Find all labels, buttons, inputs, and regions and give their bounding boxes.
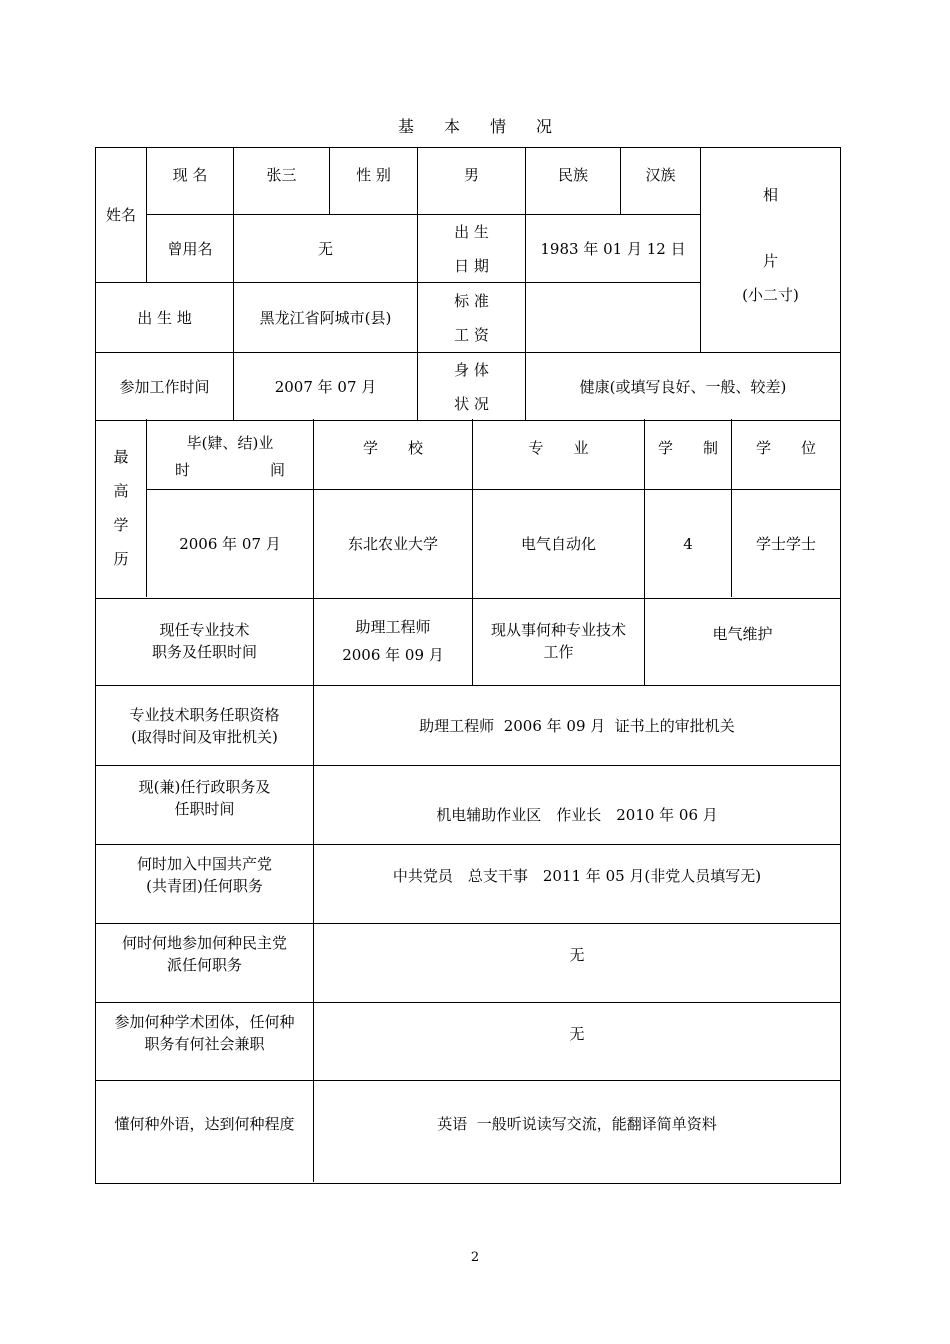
gender-value bbox=[417, 148, 525, 214]
ethnicity-label-text: 民族 bbox=[557, 166, 588, 184]
birthplace-value bbox=[233, 282, 417, 352]
major-header bbox=[472, 419, 644, 489]
title-char: 基 bbox=[397, 117, 414, 136]
current-work-label-1: 现从事何种专业技术 bbox=[490, 621, 626, 639]
major-header-text: 专 业 bbox=[528, 439, 589, 457]
birthplace-label bbox=[96, 282, 233, 352]
gender-label bbox=[329, 148, 417, 214]
current-title-value-1: 助理工程师 bbox=[355, 618, 431, 636]
health-value bbox=[525, 352, 840, 420]
grad-time-text: 2006 年 07 月 bbox=[179, 534, 281, 553]
work-start-value bbox=[233, 352, 417, 420]
grad-time-header-1: 毕(肄、结)业 bbox=[186, 434, 274, 452]
work-start-label-text: 参加工作时间 bbox=[119, 377, 210, 396]
language-text: 英语 一般听说读写交流，能翻译简单资料 bbox=[437, 1115, 717, 1133]
former-name-value bbox=[233, 214, 417, 282]
birthplace-label-text: 出 生 地 bbox=[137, 308, 192, 327]
current-name-text: 张三 bbox=[266, 166, 297, 184]
major-text: 电气自动化 bbox=[520, 534, 596, 553]
birth-date-label-2: 日 期 bbox=[454, 256, 489, 275]
democratic-label-1: 何时何地参加何种民主党 bbox=[121, 934, 287, 952]
work-start-label bbox=[96, 352, 233, 420]
ethnicity-text: 汉族 bbox=[645, 166, 676, 184]
current-title-value bbox=[313, 597, 472, 685]
party-label bbox=[96, 844, 313, 923]
former-name-label bbox=[146, 214, 233, 282]
duration-value bbox=[644, 489, 731, 597]
former-name-label-text: 曾用名 bbox=[167, 239, 213, 258]
academic-label-2: 职务有何社会兼职 bbox=[144, 1035, 265, 1053]
ethnicity-label bbox=[525, 148, 620, 214]
ethnicity-value bbox=[620, 148, 700, 214]
birth-date-text: 1983 年 01 月 12 日 bbox=[540, 239, 686, 258]
academic-value bbox=[313, 1002, 840, 1080]
qualification-label-1: 专业技术职务任职资格 bbox=[129, 705, 280, 724]
photo-text-2: 片 bbox=[762, 252, 778, 270]
current-work-value bbox=[644, 597, 840, 685]
page-title bbox=[0, 114, 950, 137]
admin-text: 机电辅助作业区 作业长 2010 年 06 月 bbox=[436, 806, 718, 824]
school-value bbox=[313, 489, 472, 597]
birth-date-value bbox=[525, 214, 700, 282]
details-section bbox=[95, 597, 841, 1184]
party-label-1: 何时加入中国共产党 bbox=[136, 855, 272, 873]
major-value bbox=[472, 489, 644, 597]
school-text: 东北农业大学 bbox=[347, 534, 438, 553]
language-label-text: 懂何种外语，达到何种程度 bbox=[114, 1115, 295, 1133]
academic-label-1: 参加何种学术团体，任何种 bbox=[114, 1013, 295, 1031]
current-title-label bbox=[96, 597, 313, 685]
health-label-2: 状 况 bbox=[454, 394, 489, 413]
current-name-label bbox=[146, 148, 233, 214]
school-header bbox=[313, 419, 472, 489]
duration-header bbox=[644, 419, 731, 489]
democratic-label bbox=[96, 923, 313, 1002]
work-start-text: 2007 年 07 月 bbox=[274, 377, 377, 396]
health-label-1: 身 体 bbox=[454, 360, 489, 379]
academic-text: 无 bbox=[569, 1025, 585, 1043]
admin-label-1: 现(兼)任行政职务及 bbox=[138, 778, 271, 796]
current-name-value bbox=[233, 148, 329, 214]
language-value bbox=[313, 1080, 840, 1182]
qualification-label-2: (取得时间及审批机关) bbox=[131, 727, 278, 746]
degree-text: 学士学士 bbox=[755, 534, 816, 553]
name-label bbox=[96, 148, 146, 282]
degree-value bbox=[731, 489, 840, 597]
current-name-label-text: 现 名 bbox=[172, 166, 208, 184]
birth-date-label-1: 出 生 bbox=[454, 222, 489, 241]
current-work-text: 电气维护 bbox=[712, 625, 773, 643]
name-label-text: 姓名 bbox=[105, 206, 136, 224]
grad-time-header-2 bbox=[175, 459, 285, 481]
democratic-text: 无 bbox=[569, 946, 585, 964]
democratic-value bbox=[313, 923, 840, 1002]
admin-label bbox=[96, 765, 313, 844]
grad-time-header bbox=[146, 419, 313, 489]
page-number: 2 bbox=[470, 1250, 480, 1265]
qualification-value bbox=[313, 685, 840, 765]
title-char: 本 bbox=[443, 117, 460, 136]
education-section bbox=[95, 419, 841, 599]
health-label bbox=[417, 352, 525, 420]
edu-label-char: 学 bbox=[113, 516, 129, 534]
title-char: 况 bbox=[536, 117, 553, 136]
party-text: 中共党员 总支干事 2011 年 05 月(非党人员填写无) bbox=[392, 867, 762, 885]
qualification-text: 助理工程师 2006 年 09 月 证书上的审批机关 bbox=[419, 716, 735, 735]
party-label-2: (共青团)任何职务 bbox=[146, 877, 263, 895]
edu-label-char: 最 bbox=[113, 448, 129, 466]
birthplace-text: 黑龙江省阿城市(县) bbox=[259, 308, 392, 327]
admin-value bbox=[313, 765, 840, 844]
edu-label-char: 高 bbox=[113, 482, 129, 500]
degree-header-text: 学 位 bbox=[755, 439, 816, 457]
wage-value bbox=[525, 282, 700, 352]
current-title-label-2: 职务及任职时间 bbox=[151, 643, 257, 661]
basic-info-section bbox=[95, 147, 841, 421]
photo-text-1: 相 bbox=[762, 186, 778, 204]
wage-label-1: 标 准 bbox=[454, 291, 489, 310]
photo-text-3: (小二寸) bbox=[742, 286, 799, 304]
edu-label-char: 历 bbox=[113, 550, 129, 568]
grad-time-char: 间 bbox=[269, 461, 285, 479]
democratic-label-2: 派任何职务 bbox=[166, 956, 242, 974]
degree-header bbox=[731, 419, 840, 489]
current-work-label-2: 工作 bbox=[543, 643, 574, 661]
gender-text: 男 bbox=[463, 166, 479, 184]
current-work-label bbox=[472, 597, 644, 685]
grad-time-char: 时 bbox=[175, 461, 191, 479]
duration-text: 4 bbox=[683, 534, 693, 553]
title-char: 情 bbox=[490, 117, 507, 136]
school-header-text: 学 校 bbox=[362, 439, 423, 457]
grad-time-value bbox=[146, 489, 313, 597]
former-name-text: 无 bbox=[317, 239, 333, 258]
current-title-label-1: 现任专业技术 bbox=[159, 621, 250, 639]
wage-label bbox=[417, 282, 525, 352]
health-text: 健康(或填写良好、一般、较差) bbox=[579, 377, 787, 396]
party-value bbox=[313, 844, 840, 923]
education-label bbox=[96, 419, 146, 597]
photo-box bbox=[700, 148, 840, 352]
qualification-label bbox=[96, 685, 313, 765]
current-title-value-2: 2006 年 09 月 bbox=[342, 646, 444, 664]
language-label bbox=[96, 1080, 313, 1182]
admin-label-2: 任职时间 bbox=[174, 800, 235, 818]
academic-label bbox=[96, 1002, 313, 1080]
gender-label-text: 性 别 bbox=[356, 166, 391, 184]
wage-label-2: 工 资 bbox=[454, 325, 489, 344]
birth-date-label bbox=[417, 214, 525, 282]
duration-header-text: 学 制 bbox=[657, 439, 718, 457]
